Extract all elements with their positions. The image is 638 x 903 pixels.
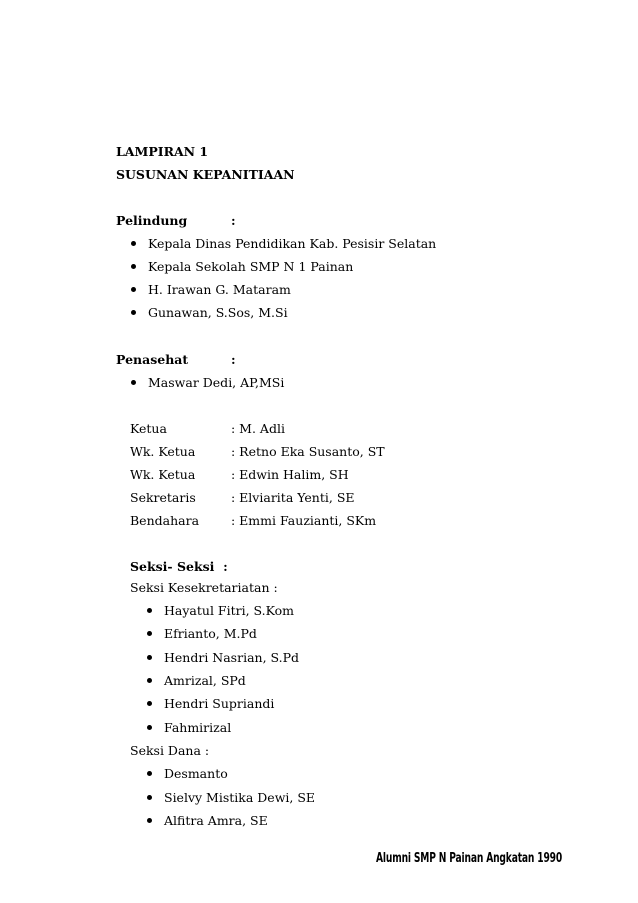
officer-name: : Retno Eka Susanto, ST [231,444,385,459]
officer-role: Wk. Ketua [130,444,196,459]
bullet-icon [147,818,152,823]
list-item: Efrianto, M.Pd [147,626,257,642]
bullet-icon [131,264,136,269]
officer-role: Wk. Ketua [130,467,196,482]
list-item: Hendri Supriandi [147,696,274,712]
list-item: Kepala Sekolah SMP N 1 Painan [131,259,353,275]
document-subheading: SUSUNAN KEPANITIAAN [116,167,295,182]
list-item: Maswar Dedi, AP,MSi [131,375,284,391]
bullet-icon [147,678,152,683]
list-item: Hendri Nasrian, S.Pd [147,650,299,666]
pelindung-colon: : [231,213,236,228]
list-item: Kepala Dinas Pendidikan Kab. Pesisir Selatan [131,236,436,252]
bullet-icon [131,310,136,315]
seksi-title: Seksi- Seksi : [130,559,228,574]
bullet-icon [147,655,152,660]
pelindung-label: Pelindung [116,213,188,228]
page-footer: Alumni SMP N Painan Angkatan 1990 [376,851,563,866]
officer-role: Ketua [130,421,167,436]
officer-name: : M. Adli [231,421,285,436]
bullet-icon [147,701,152,706]
list-item: Desmanto [147,766,228,782]
bullet-icon [131,241,136,246]
penasehat-colon: : [231,352,236,367]
bullet-icon [131,287,136,292]
officer-role: Bendahara [130,513,200,528]
officer-role: Sekretaris [130,490,196,505]
list-item: Sielvy Mistika Dewi, SE [147,790,315,806]
list-item: Hayatul Fitri, S.Kom [147,603,294,619]
list-item: Fahmirizal [147,720,231,736]
seksi-kesekretariatan-label: Seksi Kesekretariatan : [130,580,278,595]
list-item: Alfitra Amra, SE [147,813,268,829]
seksi-dana-label: Seksi Dana : [130,743,210,758]
bullet-icon [147,608,152,613]
bullet-icon [147,631,152,636]
bullet-icon [131,380,136,385]
list-item: H. Irawan G. Mataram [131,282,291,298]
bullet-icon [147,795,152,800]
document-heading: LAMPIRAN 1 [116,144,209,159]
penasehat-label: Penasehat [116,352,189,367]
officer-name: : Elviarita Yenti, SE [231,490,355,505]
bullet-icon [147,771,152,776]
list-item: Gunawan, S.Sos, M.Si [131,305,288,321]
list-item: Amrizal, SPd [147,673,246,689]
officer-name: : Emmi Fauzianti, SKm [231,513,377,528]
bullet-icon [147,725,152,730]
officer-name: : Edwin Halim, SH [231,467,349,482]
